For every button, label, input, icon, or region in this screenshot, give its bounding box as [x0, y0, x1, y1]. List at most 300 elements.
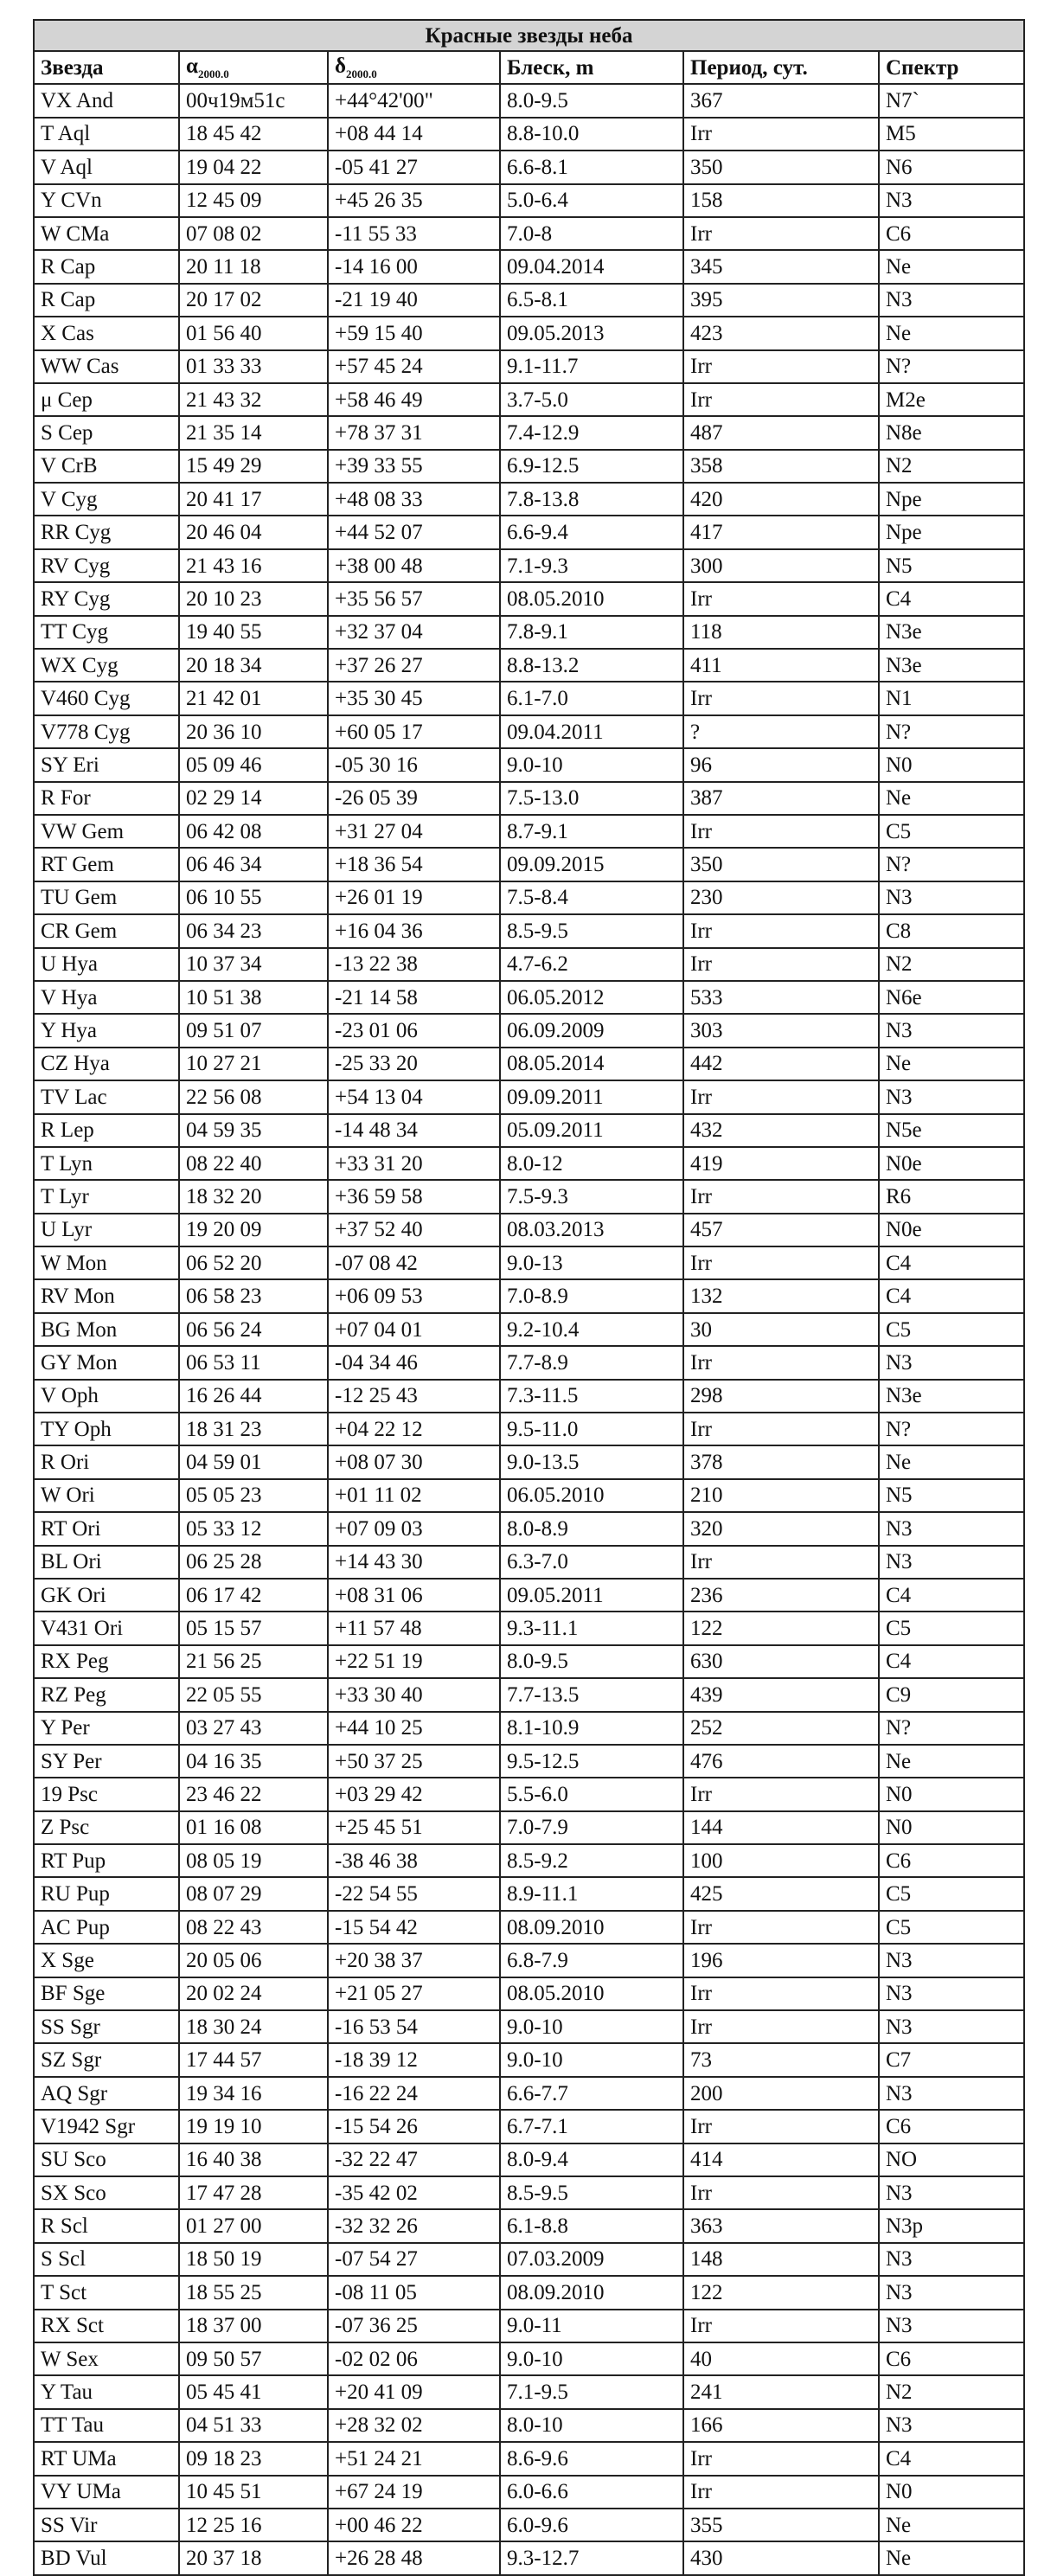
cell-spectrum: C4: [879, 1579, 1024, 1612]
cell-magnitude: 6.1-8.8: [500, 2209, 683, 2242]
cell-star: μ Cep: [34, 383, 179, 416]
cell-period: Irr: [683, 1778, 879, 1810]
cell-period: 350: [683, 151, 879, 183]
cell-star: U Hya: [34, 948, 179, 981]
cell-magnitude: 6.6-7.7: [500, 2077, 683, 2110]
cell-dec: +51 24 21: [328, 2442, 500, 2475]
cell-spectrum: C4: [879, 1279, 1024, 1312]
cell-dec: -07 54 27: [328, 2243, 500, 2276]
red-stars-document: [33, 19, 1023, 2576]
cell-magnitude: 7.1-9.5: [500, 2375, 683, 2408]
cell-dec: +14 43 30: [328, 1546, 500, 1579]
cell-magnitude: 06.05.2010: [500, 1479, 683, 1512]
cell-spectrum: C5: [879, 1877, 1024, 1910]
cell-magnitude: 6.3-7.0: [500, 1546, 683, 1579]
cell-star: SY Eri: [34, 748, 179, 781]
cell-period: Irr: [683, 2476, 879, 2509]
cell-period: Irr: [683, 1246, 879, 1279]
cell-period: 363: [683, 2209, 879, 2242]
cell-ra: 12 45 09: [179, 184, 328, 217]
cell-spectrum: N?: [879, 1413, 1024, 1445]
cell-magnitude: 8.0-12: [500, 1147, 683, 1180]
cell-magnitude: 08.03.2013: [500, 1214, 683, 1246]
cell-ra: 15 49 29: [179, 450, 328, 483]
cell-dec: +22 51 19: [328, 1645, 500, 1678]
cell-dec: +33 31 20: [328, 1147, 500, 1180]
cell-spectrum: N5: [879, 1479, 1024, 1512]
cell-ra: 00ч19м51с: [179, 84, 328, 117]
cell-dec: +00 46 22: [328, 2509, 500, 2541]
cell-spectrum: N3: [879, 2409, 1024, 2442]
cell-star: W Sex: [34, 2342, 179, 2375]
cell-spectrum: N?: [879, 1712, 1024, 1745]
cell-magnitude: 7.0-8.9: [500, 1279, 683, 1312]
cell-period: 487: [683, 416, 879, 449]
cell-dec: -16 53 54: [328, 2010, 500, 2043]
cell-spectrum: Ne: [879, 2541, 1024, 2574]
cell-spectrum: C9: [879, 1678, 1024, 1711]
cell-dec: +67 24 19: [328, 2476, 500, 2509]
cell-ra: 17 47 28: [179, 2176, 328, 2209]
table-row: [34, 1745, 1024, 1778]
cell-spectrum: N0: [879, 748, 1024, 781]
cell-ra: 08 05 19: [179, 1844, 328, 1877]
table-row: [34, 350, 1024, 383]
cell-period: 420: [683, 483, 879, 516]
cell-magnitude: 9.0-13.5: [500, 1445, 683, 1478]
cell-star: T Lyn: [34, 1147, 179, 1180]
table-row: [34, 1612, 1024, 1644]
cell-star: V Hya: [34, 981, 179, 1014]
cell-period: 425: [683, 1877, 879, 1910]
cell-star: W Mon: [34, 1246, 179, 1279]
table-row: [34, 317, 1024, 349]
cell-dec: +11 57 48: [328, 1612, 500, 1644]
cell-dec: -32 22 47: [328, 2143, 500, 2176]
cell-star: T Sct: [34, 2276, 179, 2309]
cell-spectrum: N0e: [879, 1147, 1024, 1180]
cell-ra: 21 35 14: [179, 416, 328, 449]
cell-period: 148: [683, 2243, 879, 2276]
cell-magnitude: 8.1-10.9: [500, 1712, 683, 1745]
table-row: [34, 549, 1024, 582]
cell-star: TV Lac: [34, 1080, 179, 1113]
cell-star: Z Psc: [34, 1811, 179, 1844]
table-header-row: [34, 51, 1024, 84]
cell-spectrum: Ne: [879, 317, 1024, 349]
table-row: [34, 118, 1024, 151]
cell-ra: 20 41 17: [179, 483, 328, 516]
cell-ra: 19 40 55: [179, 616, 328, 649]
cell-ra: 01 27 00: [179, 2209, 328, 2242]
cell-dec: +20 41 09: [328, 2375, 500, 2408]
cell-dec: -13 22 38: [328, 948, 500, 981]
cell-dec: +18 36 54: [328, 848, 500, 881]
cell-spectrum: N6: [879, 151, 1024, 183]
cell-dec: +38 00 48: [328, 549, 500, 582]
cell-star: SS Sgr: [34, 2010, 179, 2043]
cell-dec: +31 27 04: [328, 815, 500, 848]
cell-ra: 19 34 16: [179, 2077, 328, 2110]
cell-dec: -14 16 00: [328, 250, 500, 283]
cell-ra: 06 17 42: [179, 1579, 328, 1612]
cell-star: AC Pup: [34, 1911, 179, 1944]
cell-period: 252: [683, 1712, 879, 1745]
cell-star: V CrB: [34, 450, 179, 483]
table-row: [34, 2442, 1024, 2475]
cell-spectrum: C6: [879, 2342, 1024, 2375]
cell-spectrum: N3: [879, 881, 1024, 914]
cell-star: GY Mon: [34, 1346, 179, 1379]
cell-dec: +26 01 19: [328, 881, 500, 914]
table-row: [34, 516, 1024, 548]
dec-symbol: δ: [335, 54, 346, 79]
cell-star: RV Cyg: [34, 549, 179, 582]
cell-spectrum: NO: [879, 2143, 1024, 2176]
cell-ra: 06 34 23: [179, 914, 328, 947]
table-row: [34, 1645, 1024, 1678]
cell-dec: -02 02 06: [328, 2342, 500, 2375]
cell-dec: -38 46 38: [328, 1844, 500, 1877]
table-row: [34, 715, 1024, 748]
cell-star: SY Per: [34, 1745, 179, 1778]
cell-period: 40: [683, 2342, 879, 2375]
cell-spectrum: N3: [879, 1512, 1024, 1545]
cell-ra: 20 02 24: [179, 1977, 328, 2010]
cell-star: Y Tau: [34, 2375, 179, 2408]
cell-spectrum: N7`: [879, 84, 1024, 117]
cell-dec: +21 05 27: [328, 1977, 500, 2010]
cell-ra: 19 04 22: [179, 151, 328, 183]
cell-spectrum: N3: [879, 2176, 1024, 2209]
header-magnitude: Блеск, m: [500, 51, 683, 84]
cell-period: 230: [683, 881, 879, 914]
cell-star: RV Mon: [34, 1279, 179, 1312]
cell-dec: +78 37 31: [328, 416, 500, 449]
cell-period: Irr: [683, 1180, 879, 1213]
cell-ra: 23 46 22: [179, 1778, 328, 1810]
cell-period: 367: [683, 84, 879, 117]
cell-star: Y CVn: [34, 184, 179, 217]
cell-star: X Sge: [34, 1944, 179, 1977]
table-row: [34, 1778, 1024, 1810]
cell-spectrum: N3e: [879, 616, 1024, 649]
cell-magnitude: 09.05.2011: [500, 1579, 683, 1612]
table-row: [34, 782, 1024, 815]
cell-dec: -21 19 40: [328, 284, 500, 317]
cell-dec: -05 41 27: [328, 151, 500, 183]
cell-star: BD Vul: [34, 2541, 179, 2574]
cell-star: Y Per: [34, 1712, 179, 1745]
cell-magnitude: 8.0-10: [500, 2409, 683, 2442]
table-body: [34, 84, 1024, 2574]
cell-ra: 21 42 01: [179, 682, 328, 714]
cell-dec: +48 08 33: [328, 483, 500, 516]
cell-star: SX Sco: [34, 2176, 179, 2209]
table-row: [34, 748, 1024, 781]
cell-period: Irr: [683, 2010, 879, 2043]
cell-spectrum: N3e: [879, 649, 1024, 682]
cell-ra: 09 50 57: [179, 2342, 328, 2375]
cell-star: CR Gem: [34, 914, 179, 947]
cell-ra: 20 10 23: [179, 582, 328, 615]
cell-period: 378: [683, 1445, 879, 1478]
cell-magnitude: 9.0-11: [500, 2310, 683, 2342]
cell-spectrum: N?: [879, 848, 1024, 881]
cell-magnitude: 6.7-7.1: [500, 2110, 683, 2143]
cell-period: Irr: [683, 1977, 879, 2010]
cell-spectrum: N5e: [879, 1114, 1024, 1147]
cell-magnitude: 7.8-13.8: [500, 483, 683, 516]
cell-magnitude: 8.5-9.2: [500, 1844, 683, 1877]
cell-dec: -25 33 20: [328, 1048, 500, 1080]
cell-star: S Cep: [34, 416, 179, 449]
cell-ra: 22 05 55: [179, 1678, 328, 1711]
cell-star: TT Cyg: [34, 616, 179, 649]
cell-star: R For: [34, 782, 179, 815]
cell-ra: 20 05 06: [179, 1944, 328, 1977]
cell-magnitude: 9.3-11.1: [500, 1612, 683, 1644]
cell-ra: 05 45 41: [179, 2375, 328, 2408]
cell-spectrum: N?: [879, 715, 1024, 748]
cell-ra: 16 40 38: [179, 2143, 328, 2176]
cell-dec: +37 52 40: [328, 1214, 500, 1246]
cell-magnitude: 09.04.2014: [500, 250, 683, 283]
cell-spectrum: N3: [879, 1346, 1024, 1379]
cell-period: Irr: [683, 682, 879, 714]
cell-dec: -15 54 42: [328, 1911, 500, 1944]
cell-magnitude: 06.05.2012: [500, 981, 683, 1014]
cell-magnitude: 8.0-9.5: [500, 1645, 683, 1678]
cell-spectrum: C7: [879, 2043, 1024, 2076]
cell-magnitude: 8.5-9.5: [500, 914, 683, 947]
cell-ra: 20 46 04: [179, 516, 328, 548]
cell-spectrum: C4: [879, 1246, 1024, 1279]
cell-ra: 20 37 18: [179, 2541, 328, 2574]
cell-star: 19 Psc: [34, 1778, 179, 1810]
cell-ra: 01 33 33: [179, 350, 328, 383]
cell-spectrum: Npe: [879, 516, 1024, 548]
cell-dec: +35 56 57: [328, 582, 500, 615]
cell-spectrum: C4: [879, 1645, 1024, 1678]
cell-dec: +08 31 06: [328, 1579, 500, 1612]
cell-spectrum: N0: [879, 1778, 1024, 1810]
cell-dec: +26 28 48: [328, 2541, 500, 2574]
cell-period: Irr: [683, 2176, 879, 2209]
cell-magnitude: 7.1-9.3: [500, 549, 683, 582]
table-row: [34, 416, 1024, 449]
cell-spectrum: N3: [879, 2077, 1024, 2110]
cell-ra: 10 51 38: [179, 981, 328, 1014]
cell-ra: 05 33 12: [179, 1512, 328, 1545]
cell-spectrum: N0: [879, 2476, 1024, 2509]
cell-spectrum: R6: [879, 1180, 1024, 1213]
cell-dec: +07 09 03: [328, 1512, 500, 1545]
cell-period: Irr: [683, 1080, 879, 1113]
cell-spectrum: M2e: [879, 383, 1024, 416]
cell-dec: +59 15 40: [328, 317, 500, 349]
cell-period: 358: [683, 450, 879, 483]
cell-star: BF Sge: [34, 1977, 179, 2010]
cell-period: 298: [683, 1380, 879, 1413]
cell-ra: 18 50 19: [179, 2243, 328, 2276]
cell-period: 96: [683, 748, 879, 781]
cell-period: 122: [683, 1612, 879, 1644]
cell-star: R Lep: [34, 1114, 179, 1147]
cell-star: V Oph: [34, 1380, 179, 1413]
cell-ra: 06 53 11: [179, 1346, 328, 1379]
cell-star: BG Mon: [34, 1313, 179, 1346]
cell-ra: 09 51 07: [179, 1014, 328, 1047]
cell-dec: -12 25 43: [328, 1380, 500, 1413]
cell-period: 132: [683, 1279, 879, 1312]
table-row: [34, 582, 1024, 615]
cell-period: 210: [683, 1479, 879, 1512]
cell-ra: 06 25 28: [179, 1546, 328, 1579]
cell-magnitude: 7.5-13.0: [500, 782, 683, 815]
cell-period: 476: [683, 1745, 879, 1778]
cell-magnitude: 09.09.2015: [500, 848, 683, 881]
table-row: [34, 1546, 1024, 1579]
cell-ra: 21 43 16: [179, 549, 328, 582]
table-row: [34, 1114, 1024, 1147]
cell-magnitude: 6.6-8.1: [500, 151, 683, 183]
cell-ra: 08 07 29: [179, 1877, 328, 1910]
cell-period: 395: [683, 284, 879, 317]
cell-dec: -08 11 05: [328, 2276, 500, 2309]
cell-star: VX And: [34, 84, 179, 117]
cell-magnitude: 8.6-9.6: [500, 2442, 683, 2475]
cell-dec: -32 32 26: [328, 2209, 500, 2242]
table-row: [34, 2143, 1024, 2176]
cell-star: RU Pup: [34, 1877, 179, 1910]
cell-spectrum: C5: [879, 815, 1024, 848]
cell-period: Irr: [683, 2442, 879, 2475]
cell-spectrum: N3: [879, 2010, 1024, 2043]
cell-magnitude: 9.1-11.7: [500, 350, 683, 383]
cell-star: TU Gem: [34, 881, 179, 914]
cell-magnitude: 9.0-10: [500, 2010, 683, 2043]
cell-dec: -21 14 58: [328, 981, 500, 1014]
cell-period: Irr: [683, 1911, 879, 1944]
cell-magnitude: 9.3-12.7: [500, 2541, 683, 2574]
cell-dec: +28 32 02: [328, 2409, 500, 2442]
table-row: [34, 2409, 1024, 2442]
cell-period: Irr: [683, 948, 879, 981]
cell-star: BL Ori: [34, 1546, 179, 1579]
cell-magnitude: 09.05.2013: [500, 317, 683, 349]
cell-star: W Ori: [34, 1479, 179, 1512]
table-row: [34, 1246, 1024, 1279]
table-row: [34, 2209, 1024, 2242]
cell-period: Irr: [683, 1413, 879, 1445]
cell-period: Irr: [683, 350, 879, 383]
cell-dec: +44 52 07: [328, 516, 500, 548]
cell-magnitude: 7.5-8.4: [500, 881, 683, 914]
cell-spectrum: N0e: [879, 1214, 1024, 1246]
cell-dec: +16 04 36: [328, 914, 500, 947]
cell-star: SZ Sgr: [34, 2043, 179, 2076]
cell-spectrum: Ne: [879, 1745, 1024, 1778]
cell-dec: +25 45 51: [328, 1811, 500, 1844]
cell-magnitude: 3.7-5.0: [500, 383, 683, 416]
cell-dec: -07 36 25: [328, 2310, 500, 2342]
cell-period: 439: [683, 1678, 879, 1711]
cell-period: 533: [683, 981, 879, 1014]
cell-magnitude: 9.2-10.4: [500, 1313, 683, 1346]
cell-ra: 05 09 46: [179, 748, 328, 781]
cell-spectrum: C4: [879, 582, 1024, 615]
cell-star: WX Cyg: [34, 649, 179, 682]
cell-ra: 18 31 23: [179, 1413, 328, 1445]
cell-ra: 07 08 02: [179, 217, 328, 250]
red-stars-table: [33, 19, 1025, 2576]
cell-ra: 20 18 34: [179, 649, 328, 682]
cell-star: WW Cas: [34, 350, 179, 383]
cell-star: U Lyr: [34, 1214, 179, 1246]
table-row: [34, 250, 1024, 283]
cell-ra: 06 58 23: [179, 1279, 328, 1312]
cell-dec: -15 54 26: [328, 2110, 500, 2143]
cell-spectrum: N?: [879, 350, 1024, 383]
cell-dec: -14 48 34: [328, 1114, 500, 1147]
cell-star: AQ Sgr: [34, 2077, 179, 2110]
cell-dec: +01 11 02: [328, 1479, 500, 1512]
cell-period: 414: [683, 2143, 879, 2176]
cell-ra: 10 27 21: [179, 1048, 328, 1080]
cell-star: RY Cyg: [34, 582, 179, 615]
cell-dec: +07 04 01: [328, 1313, 500, 1346]
cell-spectrum: Ne: [879, 1445, 1024, 1478]
cell-magnitude: 8.8-10.0: [500, 118, 683, 151]
cell-dec: -23 01 06: [328, 1014, 500, 1047]
cell-magnitude: 08.09.2010: [500, 1911, 683, 1944]
cell-magnitude: 8.9-11.1: [500, 1877, 683, 1910]
ra-symbol: α: [186, 54, 198, 79]
cell-period: 166: [683, 2409, 879, 2442]
table-row: [34, 184, 1024, 217]
table-title-row: [34, 20, 1024, 51]
header-right-ascension: [179, 51, 328, 84]
cell-magnitude: 8.5-9.5: [500, 2176, 683, 2209]
cell-star: RT Ori: [34, 1512, 179, 1545]
table-row: [34, 2276, 1024, 2309]
table-row: [34, 1512, 1024, 1545]
table-row: [34, 815, 1024, 848]
cell-magnitude: 7.4-12.9: [500, 416, 683, 449]
cell-magnitude: 7.0-7.9: [500, 1811, 683, 1844]
cell-period: 144: [683, 1811, 879, 1844]
cell-period: 419: [683, 1147, 879, 1180]
cell-magnitude: 8.0-9.4: [500, 2143, 683, 2176]
cell-magnitude: 08.09.2010: [500, 2276, 683, 2309]
table-row: [34, 2010, 1024, 2043]
cell-period: 300: [683, 549, 879, 582]
cell-star: T Aql: [34, 118, 179, 151]
cell-spectrum: Ne: [879, 2509, 1024, 2541]
cell-period: 118: [683, 616, 879, 649]
table-row: [34, 450, 1024, 483]
cell-spectrum: C4: [879, 2442, 1024, 2475]
table-row: [34, 1844, 1024, 1877]
table-row: [34, 2509, 1024, 2541]
cell-star: S Scl: [34, 2243, 179, 2276]
cell-magnitude: 7.3-11.5: [500, 1380, 683, 1413]
cell-magnitude: 9.0-10: [500, 2342, 683, 2375]
table-row: [34, 2043, 1024, 2076]
table-row: [34, 217, 1024, 250]
cell-spectrum: M5: [879, 118, 1024, 151]
